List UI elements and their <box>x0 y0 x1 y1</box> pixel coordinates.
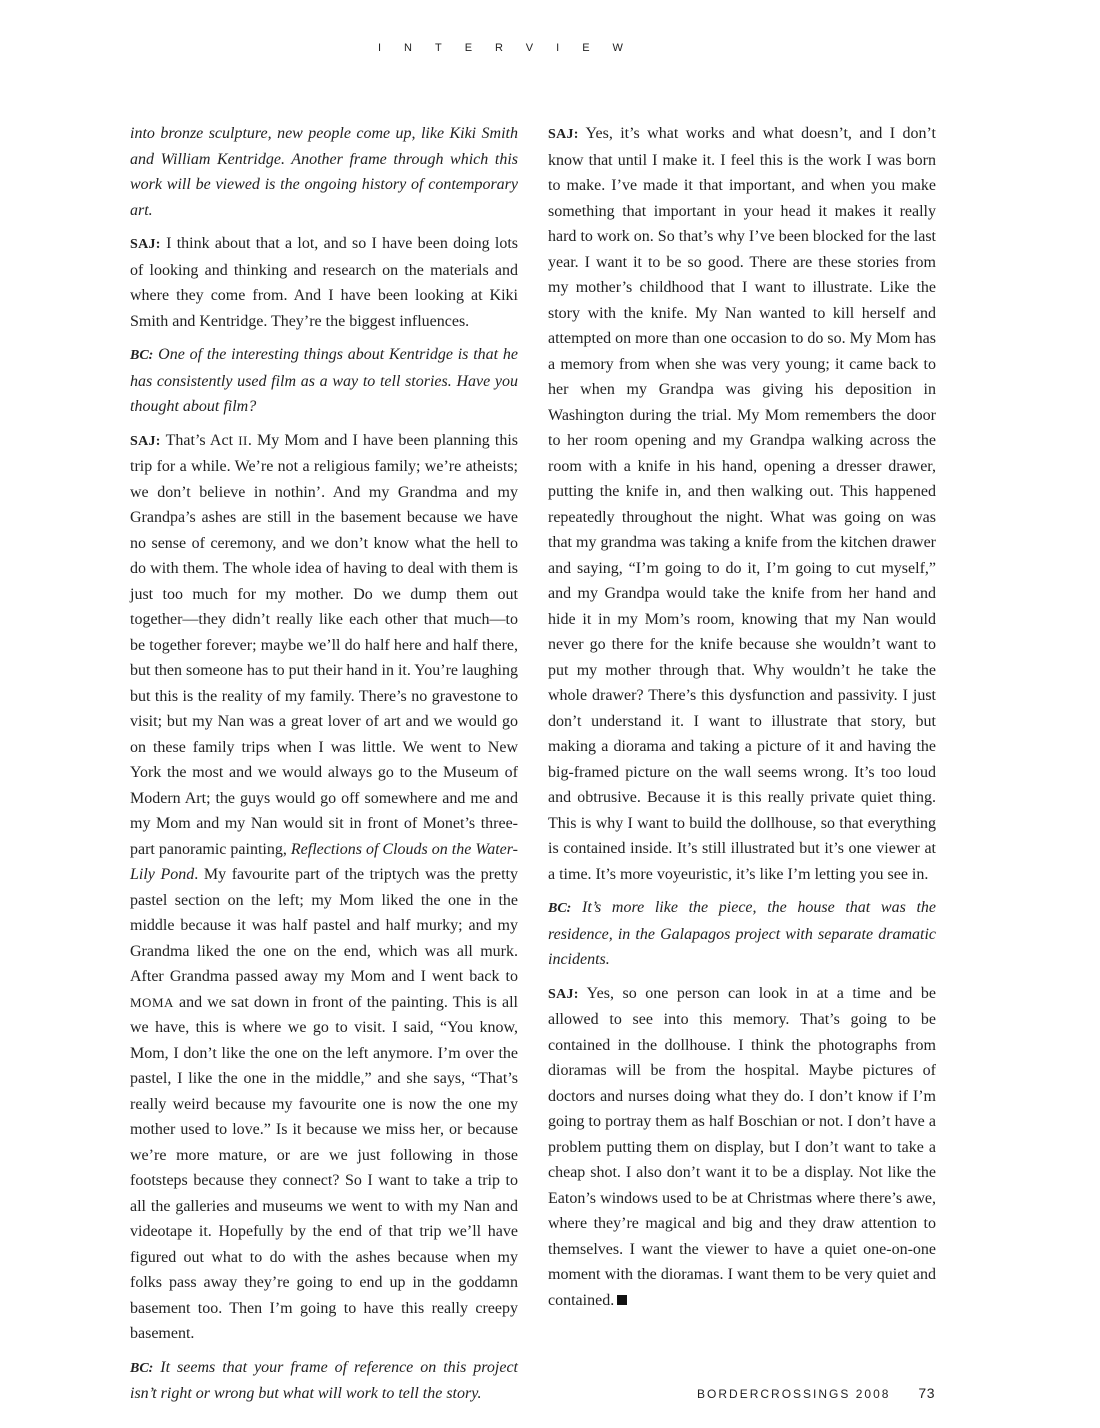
speaker-label: SAJ: <box>130 237 161 252</box>
speaker-label: SAJ: <box>548 986 579 1002</box>
section-header: INTERVIEW <box>378 42 646 54</box>
paragraph <box>130 428 518 1347</box>
paragraph-text: Yes, so one person can look in at a time and be allowed to see into this memory. That’s going to be contained in the dollhouse. I think the photographs from dioramas will be from the hospital. Maybe pictures of doctors and nurses doing what they do. I don’t know if I’m going to portray them as half Boschian or not. I don’t have a problem putting them on display, but I don’t want to take a cheap shot. I also don’t want it to be a display. Not like the Eaton’s windows used to be at Christmas where there’s awe, where they’re magical and big and they draw attention to themselves. I want the viewer to have a quiet one-on-one moment with the dioramas. I want them to be very quiet and contained. <box>548 984 936 1309</box>
speaker-label: BC: <box>130 1360 154 1376</box>
paragraph-text: That’s Act <box>160 431 239 449</box>
speaker-label: SAJ: <box>130 433 161 449</box>
end-mark-icon <box>617 1295 627 1305</box>
paragraph <box>548 895 936 973</box>
paragraph-text: Yes, it’s what works and what doesn’t, and I don’t know that until I make it. I feel this is the work I was born to make. I’ve made it that important, and when you make something that important in your head it makes it really hard to work on. So that’s why I’ve been blocked for the last year. I want it to be so good. There are these stories from my mother’s childhood that I want to illustrate. Like the story with the knife. My Nan wanted to kill herself and attempted on more than one occasion to do so. My Mom has a memory from when she was very young; it came back to her when my Grandpa was giving his deposition in Washington during the trial. My Mom remembers the door to her room opening and my Grandpa walking across the room with a knife in his hand, opening a dresser drawer, putting the knife in, and then walking out. This happened repeatedly throughout the night. What was going on was that my grandma was taking a knife from the kitchen drawer and saying, “I’m going to do it, I’m going to cut myself,” and my Grandpa would take the knife from her hand and hide it in my Mom’s room, knowing that my Nan would never go there for the knife because she wouldn’t want to put my mother through that. Why wouldn’t he take the whole drawer? There’s this dysfunction and passivity. I just don’t understand it. I want to illustrate that story, but making a diorama and taking a picture of it and having the big-framed picture on the wall seems wrong. It’s too loud and obtrusive. Because it is this really private quiet thing. This is why I want to build the dollhouse, so that everything is contained inside. It’s still illustrated but it’s one viewer at a time. It’s more voyeuristic, it’s like I’m letting you see in. <box>548 125 936 883</box>
paragraph-text: into bronze sculpture, new people come up, like Kiki Smith and William Kentridge. Another frame through which this work will be viewed is the ongoing history of contemporary art. <box>130 125 518 219</box>
paragraph <box>130 121 518 223</box>
paragraph-text: . My favourite part of the triptych was the pretty pastel section on the left; my Mom liked the one in the middle because it was half pastel and half murky; and my Grandma liked the one on the end, which was all murk. After Grandma passed away my Mom and I went back to <box>130 866 518 985</box>
page-footer <box>697 1385 935 1401</box>
artwork-title: Reflections of Clouds on the Water-Lily Pond <box>130 840 518 883</box>
paragraph-text: I think about that a lot, and so I have been doing lots of looking and thinking and research on the materials and where they come from. And I have been looking at Kiki Smith and Kentridge. They’re the biggest influences. <box>130 235 518 330</box>
paragraph-text: . My Mom and I have been planning this trip for a while. We’re not a religious family; we’re atheists; we don’t believe in nothin’. And my Grandma and my Grandpa’s ashes are still in the basement because we have no sense of ceremony, and we don’t know what the hell to do with them. The whole idea of having to deal with them is just too much for my mother. Do we dump them out together—they didn’t really like each other that much—to be together forever; maybe we’ll do half here and half there, but then someone has to put their hand in it. You’re laughing but this is the reality of my family. There’s no gravestone to visit; but my Nan was a great lover of art and we would go on these family trips when I was little. We went to New York the most and we would always go to the Museum of Modern Art; the guys would go off somewhere and me and my Mom and my Nan would sit in front of Monet’s three-part panoramic painting, <box>130 431 519 858</box>
paragraph-text: One of the interesting things about Kentridge is that he has consistently used film as a way to tell stories. Have you thought about film? <box>130 346 518 415</box>
paragraph-text: and we sat down in front of the painting. This is all we have, this is where we go to visit. I said, “You know, Mom, I don’t like the one on the left anymore. I’m over the pastel, I like the one in the middle,” and she says, “That’s really weird because my favourite one is now the one my mother used to love.” Is it because we miss her, or because we’re more mature, or are we just following in those footsteps because they connect? So I want to take a trip to all the galleries and museums we went to with my Nan and videotape it. Hopefully by the end of that trip we’ll have figured out what to do with the ashes because when my folks pass away they’re going to end up in the goddamn basement too. Then I’m going to have this really creepy basement. <box>130 993 518 1342</box>
act-number: II <box>238 432 248 448</box>
paragraph <box>130 342 518 420</box>
paragraph <box>548 981 936 1314</box>
speaker-label: BC: <box>130 348 154 363</box>
publication-name: BORDERCROSSINGS 2008 <box>697 1387 891 1401</box>
paragraph-text: It’s more like the piece, the house that was the residence, in the Galapagos project with separate dramatic incidents. <box>548 899 936 968</box>
paragraph <box>130 231 518 334</box>
page-number: 73 <box>918 1385 935 1401</box>
museum-acronym: MOMA <box>130 994 174 1010</box>
right-column <box>548 121 936 1321</box>
paragraph-text: It seems that your frame of reference on this project isn’t right or wrong but what will work to tell the story. <box>130 1358 518 1402</box>
left-column <box>130 121 518 1415</box>
paragraph <box>548 121 936 887</box>
paragraph <box>130 1355 518 1407</box>
speaker-label: SAJ: <box>548 127 579 142</box>
speaker-label: BC: <box>548 901 572 916</box>
